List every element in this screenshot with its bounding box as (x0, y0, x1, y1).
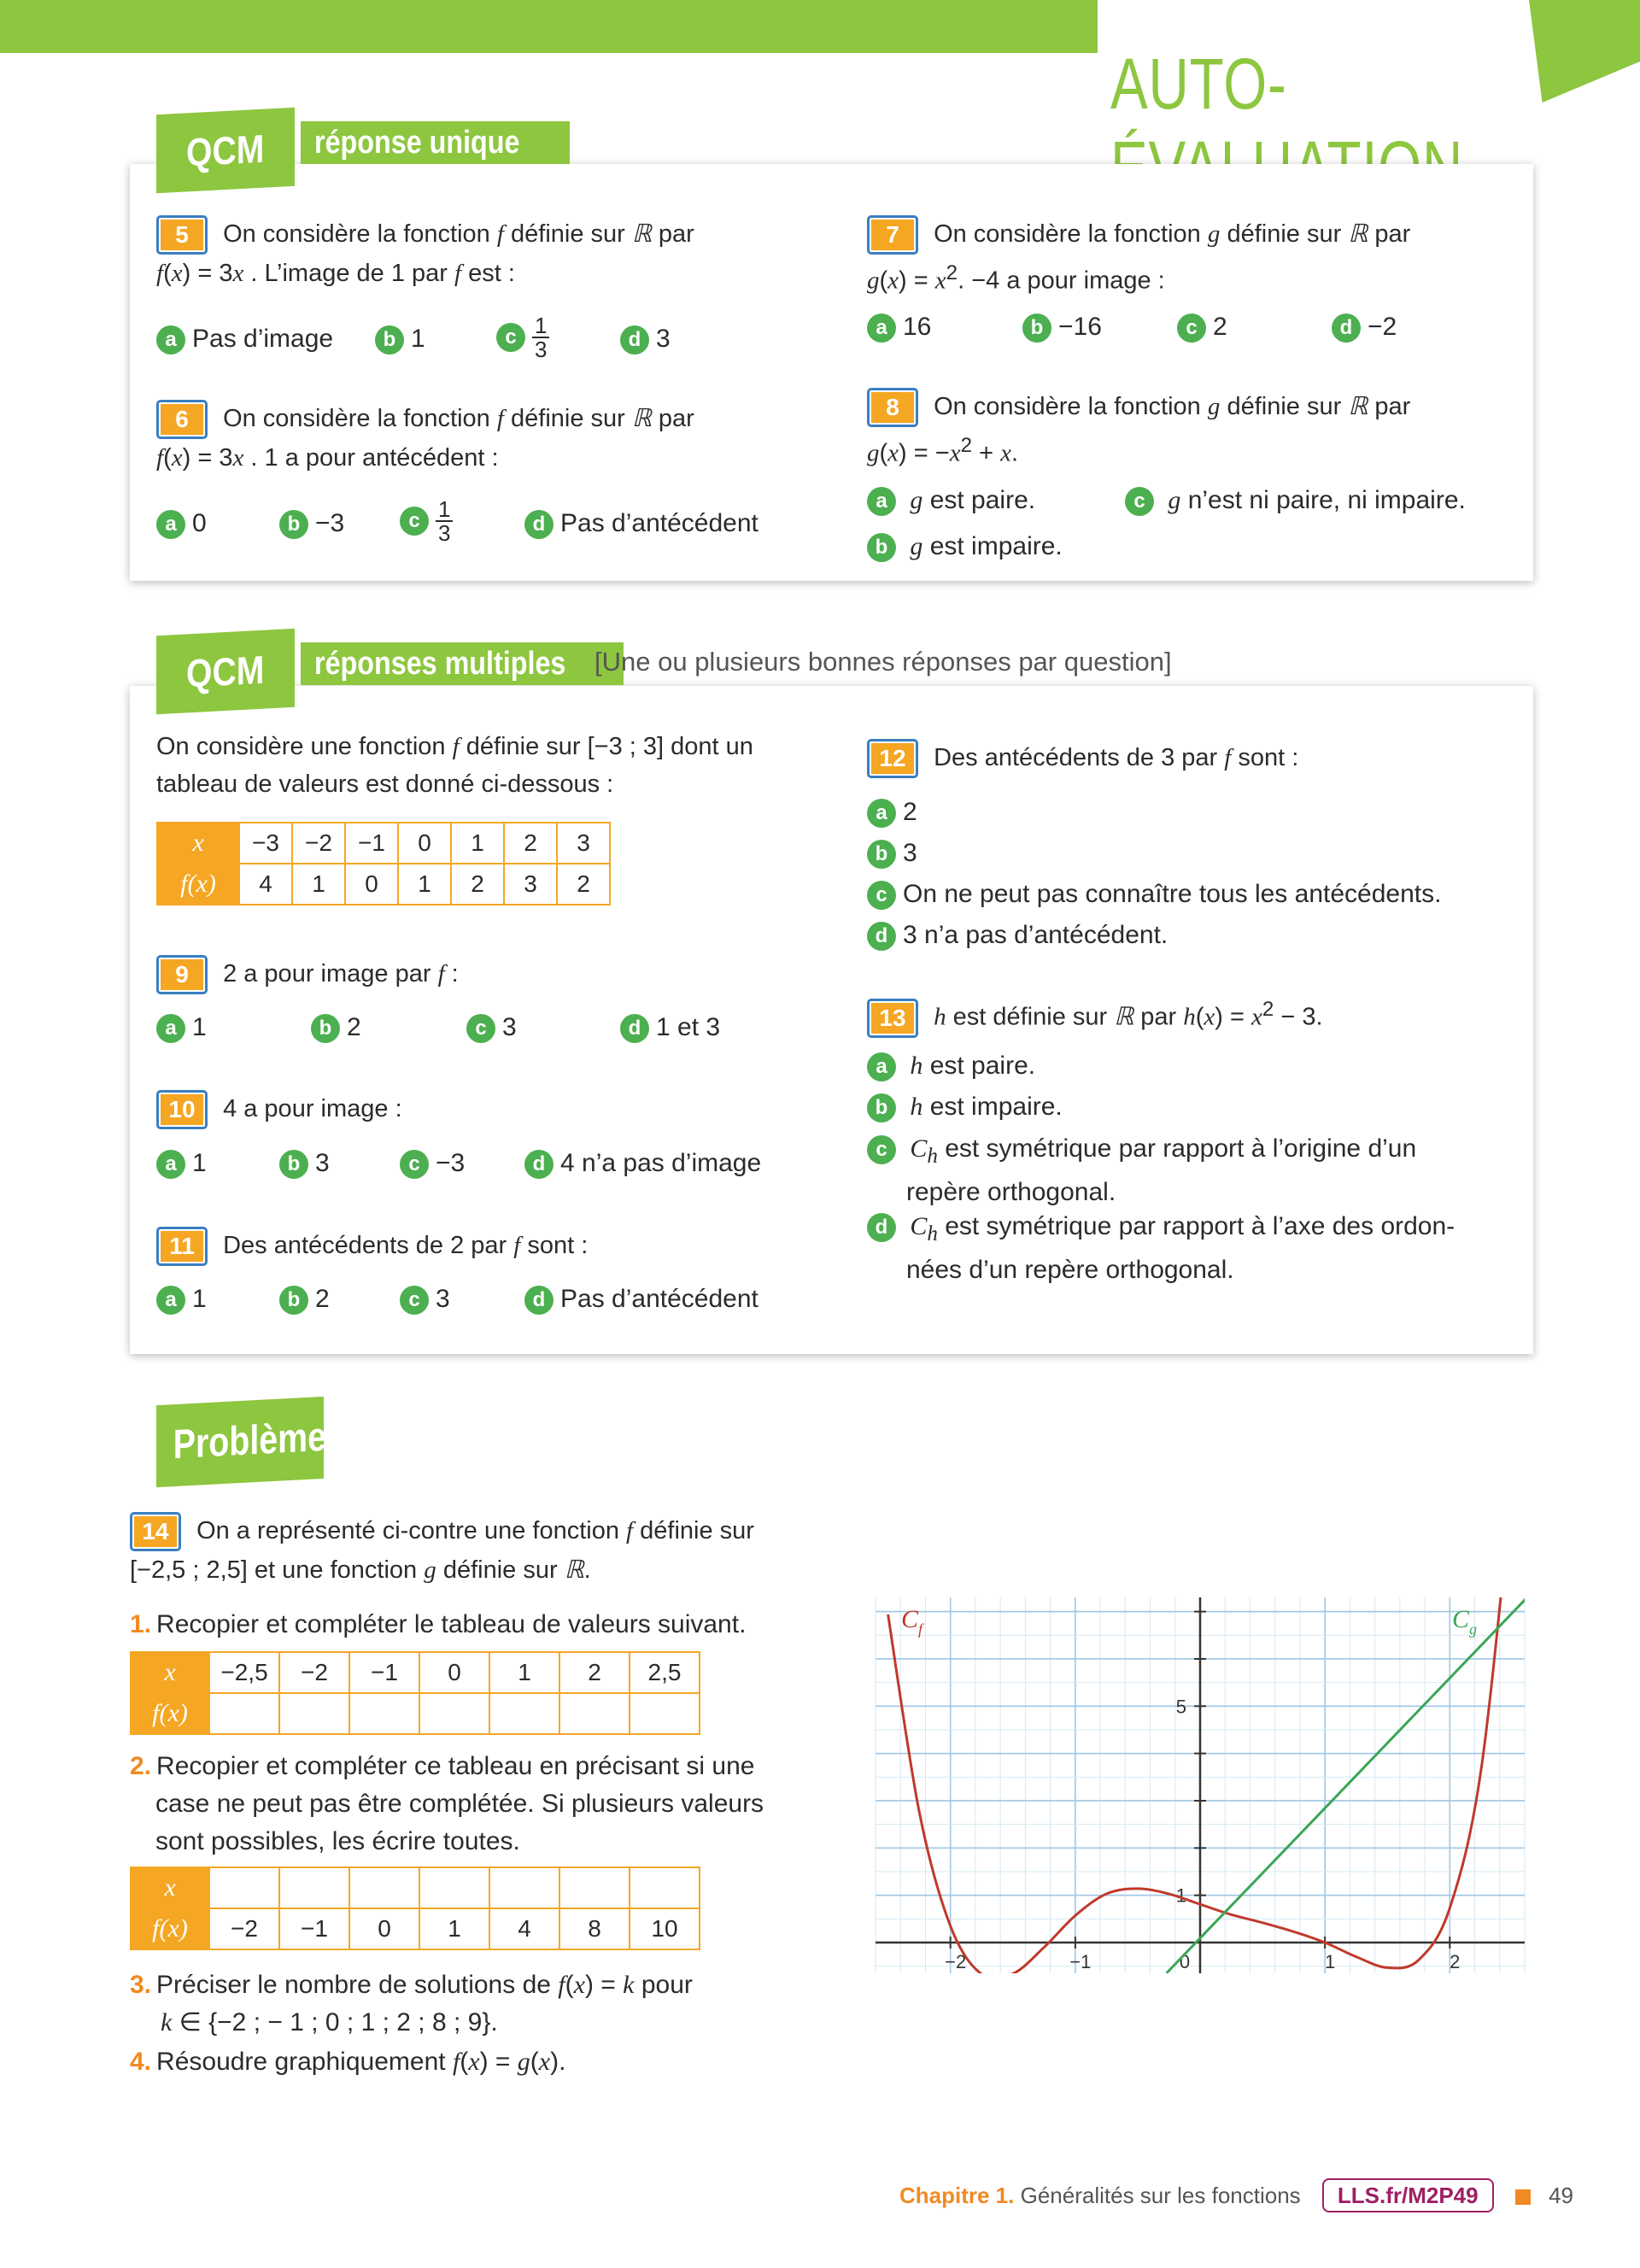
q9-option-a[interactable]: a 1 (156, 1011, 207, 1045)
table-row: x −3 −2 −1 0 1 2 3 (157, 823, 610, 864)
question-number: 13 (867, 999, 918, 1038)
qcm-multiple-intro: On considère une fonction f définie sur [−3 ; 3] dont un tableau de valeurs est donné ci-dessous : (156, 733, 753, 798)
qcm-multiple-tag: QCM (156, 629, 295, 714)
x-tick-label: −1 (1069, 1951, 1092, 1973)
q7-option-a[interactable]: a 16 (867, 310, 931, 344)
question-number: 7 (867, 215, 918, 255)
q10-option-b[interactable]: b 3 (279, 1146, 330, 1181)
curve-f-label: $C_f$ (901, 1605, 923, 1638)
q10-option-a[interactable]: a 1 (156, 1146, 207, 1181)
qcm-multiple-subtitle: réponses multiples (301, 642, 624, 685)
footer (899, 2178, 1573, 2212)
footer-square-icon (1515, 2189, 1531, 2205)
q13-option-c[interactable]: c $C_h$ est symétrique par rapport à l’origine d’un repère orthogonal. (867, 1131, 1416, 1210)
table-row: f(x) −2 −1 0 1 4 8 10 (131, 1908, 700, 1949)
question-number: 11 (156, 1227, 208, 1266)
step-3: 3. Préciser le nombre de solutions de f(x) = k pour k ∈ {−2 ; − 1 ; 0 ; 1 ; 2 ; 8 ; 9}. (130, 1971, 693, 2037)
step-2: 2. Recopier et compléter ce tableau en précisant si une case ne peut pas être complétée. Si plusieurs valeurs sont possibles, les écrire toutes. (130, 1752, 764, 1855)
question-number: 6 (156, 400, 208, 439)
value-table-f (156, 822, 611, 905)
q12-option-b[interactable]: b 3 (867, 836, 917, 870)
q10-option-c[interactable]: c −3 (400, 1146, 465, 1181)
y-tick-label: 1 (1175, 1884, 1186, 1907)
q9-option-b[interactable]: b 2 (311, 1011, 361, 1045)
question-10: 10 4 a pour image : (156, 1090, 402, 1129)
q8-option-a[interactable]: a g est paire. (867, 483, 1035, 518)
question-8: 8 On considère la fonction g définie sur ℝ par $g(x) = -x^2 + x$. (867, 388, 1410, 472)
x-tick-label: 2 (1450, 1951, 1461, 1973)
page-title: AUTO- (1110, 44, 1287, 124)
q9-option-d[interactable]: d 1 et 3 (620, 1011, 720, 1045)
q5-option-a[interactable]: a Pas d’image (156, 322, 333, 356)
footer-chapter: Chapitre 1. (899, 2183, 1015, 2208)
y-tick-label: 5 (1175, 1696, 1186, 1718)
x-tick-label: 0 (1179, 1951, 1191, 1973)
q6-option-c[interactable]: c $\frac{1}{3}$ (400, 498, 453, 544)
q6-option-a[interactable]: a 0 (156, 507, 207, 541)
q11-option-c[interactable]: c 3 (400, 1282, 450, 1316)
question-number: 14 (130, 1512, 181, 1551)
footer-link[interactable]: LLS.fr/M2P49 (1322, 2178, 1494, 2212)
x-tick-label: 1 (1325, 1951, 1336, 1973)
step-1: 1. Recopier et compléter le tableau de valeurs suivant. (130, 1610, 747, 1638)
question-5: 5 On considère la fonction f définie sur ℝ par f(x) = 3x . L’image de 1 par f est : (156, 215, 694, 292)
question-number: 8 (867, 388, 918, 427)
line-g (1167, 1597, 1527, 1973)
qcm-multiple-note: [Une ou plusieurs bonnes réponses par question] (594, 647, 1172, 677)
qcm-single-tag: QCM (156, 108, 295, 193)
question-7: 7 On considère la fonction g définie sur ℝ par $g(x) = x^2$. −4 a pour image : (867, 215, 1410, 300)
q5-option-b[interactable]: b 1 (375, 322, 425, 356)
question-number: 10 (156, 1090, 208, 1129)
q10-option-d[interactable]: d 4 n’a pas d’image (524, 1146, 761, 1181)
q5-option-c[interactable]: c $\frac{1}{3}$ (496, 314, 549, 360)
value-table-1 (130, 1651, 700, 1735)
q9-option-c[interactable]: c 3 (466, 1011, 517, 1045)
function-graph (863, 1589, 1538, 1982)
qcm-single-subtitle: réponse unique (301, 121, 570, 164)
q12-option-a[interactable]: a 2 (867, 795, 917, 829)
question-14: 14 On a représenté ci-contre une fonction f définie sur [−2,5 ; 2,5] et une fonction g définie sur ℝ. (130, 1512, 754, 1589)
question-number: 5 (156, 215, 208, 255)
q11-option-a[interactable]: a 1 (156, 1282, 207, 1316)
table-row: f(x) (131, 1693, 700, 1734)
q13-option-b[interactable]: b h est impaire. (867, 1090, 1063, 1124)
q12-option-c[interactable]: c On ne peut pas connaître tous les antécédents. (867, 877, 1441, 911)
q8-option-b[interactable]: b g est impaire. (867, 530, 1063, 564)
q8-option-c[interactable]: c g n’est ni paire, ni impaire. (1125, 483, 1466, 518)
value-table-2 (130, 1867, 700, 1950)
table-row: f(x) 4 1 0 1 2 3 2 (157, 864, 610, 905)
question-9: 9 2 a pour image par f : (156, 955, 459, 994)
question-12: 12 Des antécédents de 3 par f sont : (867, 739, 1298, 778)
q7-option-c[interactable]: c 2 (1177, 310, 1227, 344)
question-number: 12 (867, 739, 918, 778)
question-number: 9 (156, 955, 208, 994)
q11-option-d[interactable]: d Pas d’antécédent (524, 1282, 758, 1316)
page-number: 49 (1549, 2183, 1573, 2208)
q6-option-d[interactable]: d Pas d’antécédent (524, 507, 758, 541)
question-11: 11 Des antécédents de 2 par f sont : (156, 1227, 588, 1266)
x-tick-label: −2 (945, 1951, 967, 1973)
curve-g-label: $C_g$ (1452, 1605, 1478, 1638)
question-13: 13 h est définie sur ℝ par $h(x) = x^2 - 3$. (867, 991, 1323, 1038)
q13-option-d[interactable]: d $C_h$ est symétrique par rapport à l’axe des ordon- nées d’un repère orthogonal. (867, 1209, 1455, 1288)
q11-option-b[interactable]: b 2 (279, 1282, 330, 1316)
q13-option-a[interactable]: a h est paire. (867, 1049, 1035, 1083)
table-row: x (131, 1867, 700, 1908)
footer-title: Généralités sur les fonctions (1020, 2183, 1301, 2208)
q5-option-d[interactable]: d 3 (620, 322, 671, 356)
step-4: 4. Résoudre graphiquement f(x) = g(x). (130, 2048, 566, 2076)
q12-option-d[interactable]: d 3 n’a pas d’antécédent. (867, 918, 1168, 952)
header-corner-decoration (1529, 0, 1640, 103)
q7-option-d[interactable]: d −2 (1332, 310, 1397, 344)
table-row: x −2,5 −2 −1 0 1 2 2,5 (131, 1652, 700, 1693)
q6-option-b[interactable]: b −3 (279, 507, 344, 541)
question-6: 6 On considère la fonction f définie sur ℝ par f(x) = 3x . 1 a pour antécédent : (156, 400, 694, 477)
header-bar (0, 0, 1098, 53)
probleme-tag: Problème (156, 1397, 324, 1487)
q7-option-b[interactable]: b −16 (1022, 310, 1102, 344)
